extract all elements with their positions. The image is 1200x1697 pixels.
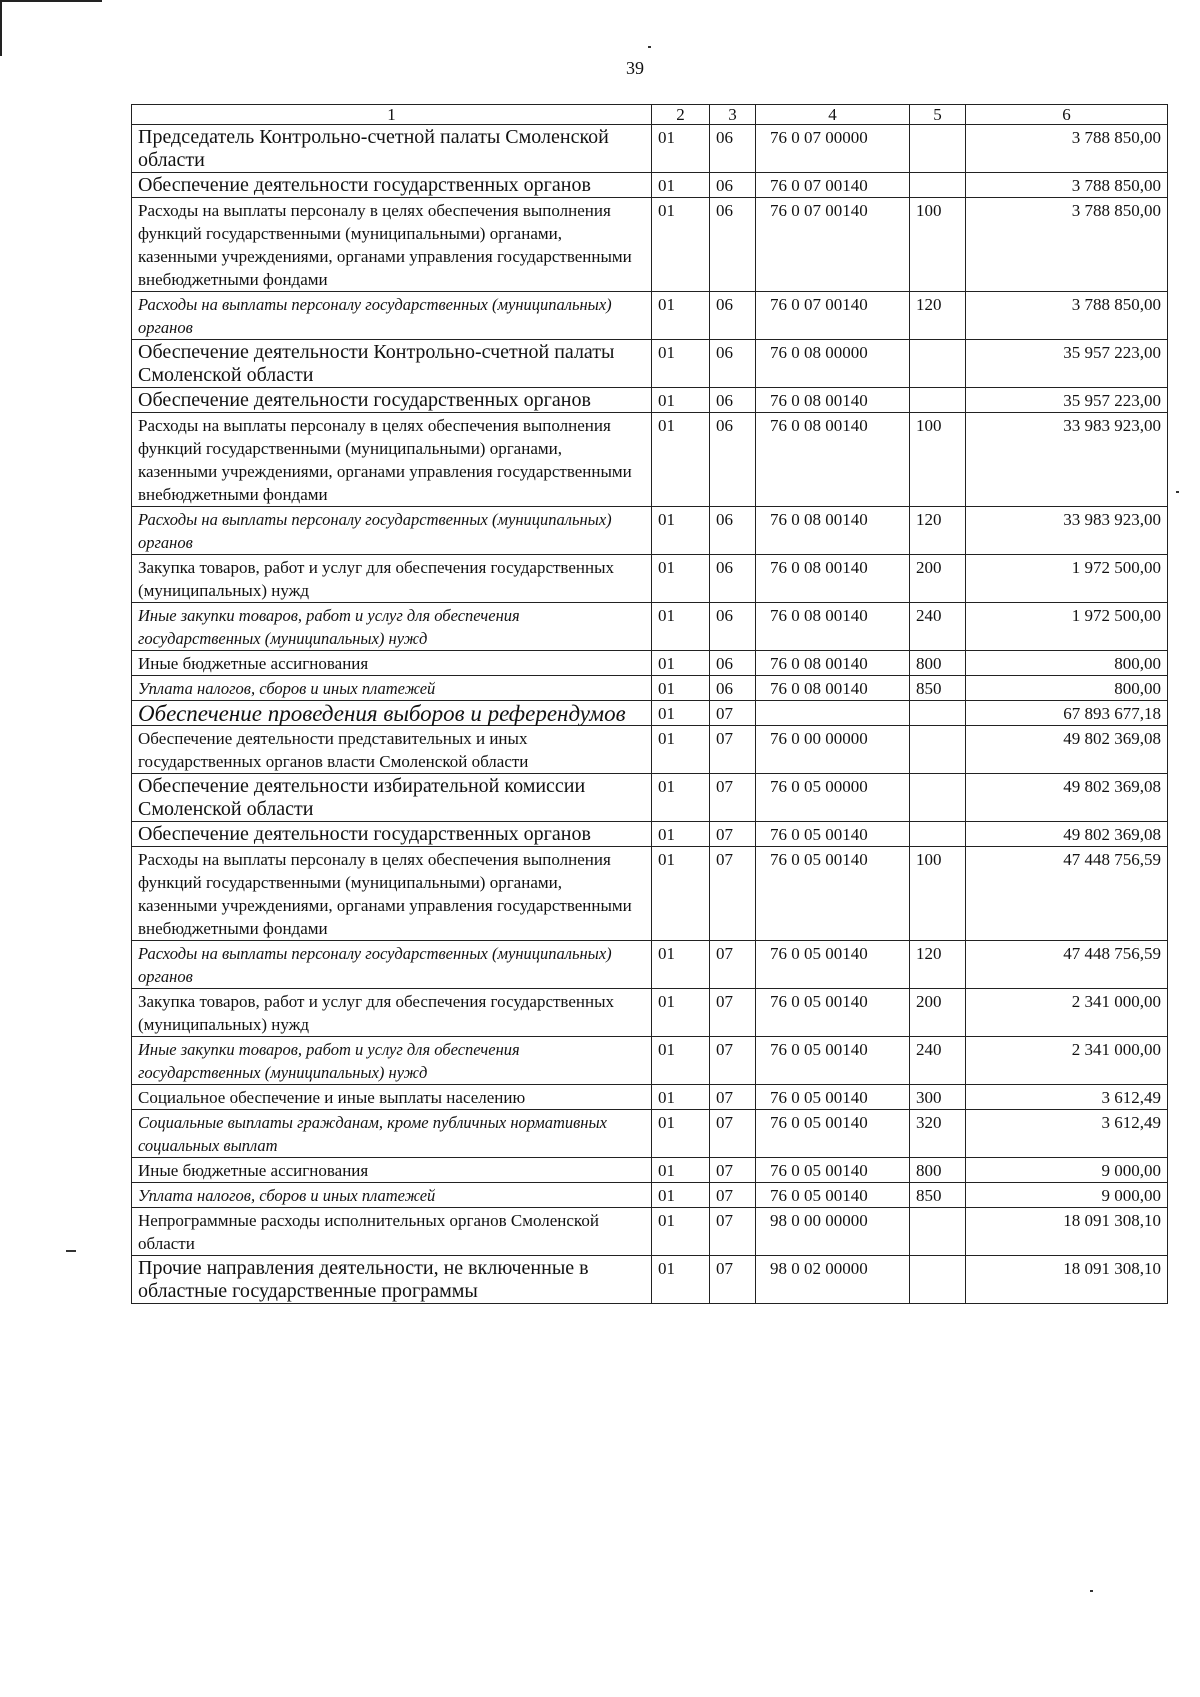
cell-expense-type (910, 1256, 966, 1304)
cell-subsection: 07 (710, 1183, 756, 1208)
column-header-4: 4 (756, 105, 910, 125)
cell-target-article: 76 0 07 00140 (756, 173, 910, 198)
table-row (132, 340, 1168, 388)
scan-speck (1176, 491, 1179, 493)
table-row (132, 989, 1168, 1037)
cell-subsection: 07 (710, 847, 756, 941)
column-header-5: 5 (910, 105, 966, 125)
cell-name: Обеспечение деятельности государственных органов (132, 822, 652, 847)
budget-table-body (132, 125, 1168, 1304)
cell-expense-type (910, 173, 966, 198)
cell-name: Прочие направления деятельности, не включенные в областные государственные программы (132, 1256, 652, 1304)
cell-target-article: 76 0 05 00140 (756, 989, 910, 1037)
table-row (132, 847, 1168, 941)
scan-speck (66, 1250, 76, 1252)
cell-name: Председатель Контрольно-счетной палаты Смоленской области (132, 125, 652, 173)
cell-section: 01 (652, 701, 710, 726)
cell-section: 01 (652, 603, 710, 651)
cell-amount: 49 802 369,08 (966, 822, 1168, 847)
cell-subsection: 07 (710, 1037, 756, 1085)
table-row (132, 1256, 1168, 1304)
cell-target-article: 76 0 00 00000 (756, 726, 910, 774)
cell-expense-type: 240 (910, 603, 966, 651)
cell-target-article: 76 0 05 00140 (756, 1110, 910, 1158)
table-row (132, 941, 1168, 989)
cell-expense-type (910, 1208, 966, 1256)
cell-target-article: 76 0 07 00000 (756, 125, 910, 173)
cell-target-article: 76 0 08 00140 (756, 676, 910, 701)
cell-name: Обеспечение деятельности государственных органов (132, 388, 652, 413)
cell-target-article: 98 0 00 00000 (756, 1208, 910, 1256)
cell-amount: 18 091 308,10 (966, 1208, 1168, 1256)
cell-amount: 3 788 850,00 (966, 173, 1168, 198)
cell-section: 01 (652, 292, 710, 340)
cell-section: 01 (652, 989, 710, 1037)
cell-expense-type (910, 125, 966, 173)
cell-section: 01 (652, 340, 710, 388)
cell-section: 01 (652, 1158, 710, 1183)
page-number: 39 (626, 58, 644, 78)
cell-section: 01 (652, 555, 710, 603)
cell-subsection: 06 (710, 507, 756, 555)
cell-expense-type (910, 822, 966, 847)
table-row (132, 822, 1168, 847)
scan-speck (648, 46, 651, 48)
cell-name: Обеспечение деятельности Контрольно-счетной палаты Смоленской области (132, 340, 652, 388)
cell-name: Иные бюджетные ассигнования (132, 1158, 652, 1183)
cell-target-article: 76 0 08 00140 (756, 651, 910, 676)
cell-section: 01 (652, 1183, 710, 1208)
cell-subsection: 06 (710, 651, 756, 676)
table-row (132, 676, 1168, 701)
cell-amount: 800,00 (966, 651, 1168, 676)
cell-amount: 2 341 000,00 (966, 989, 1168, 1037)
cell-section: 01 (652, 173, 710, 198)
table-row (132, 1110, 1168, 1158)
cell-subsection: 06 (710, 388, 756, 413)
cell-name: Социальное обеспечение и иные выплаты населению (132, 1085, 652, 1110)
cell-expense-type: 850 (910, 1183, 966, 1208)
cell-subsection: 06 (710, 555, 756, 603)
cell-amount: 2 341 000,00 (966, 1037, 1168, 1085)
cell-expense-type: 100 (910, 413, 966, 507)
cell-amount: 3 612,49 (966, 1085, 1168, 1110)
cell-subsection: 07 (710, 1208, 756, 1256)
cell-section: 01 (652, 125, 710, 173)
cell-target-article: 76 0 08 00140 (756, 555, 910, 603)
cell-section: 01 (652, 774, 710, 822)
cell-target-article: 76 0 05 00140 (756, 822, 910, 847)
cell-expense-type (910, 340, 966, 388)
cell-name: Иные закупки товаров, работ и услуг для обеспечения государственных (муниципальных) нужд (132, 1037, 652, 1085)
table-row (132, 1085, 1168, 1110)
cell-name: Расходы на выплаты персоналу государственных (муниципальных) органов (132, 292, 652, 340)
table-row (132, 1183, 1168, 1208)
table-row (132, 1208, 1168, 1256)
cell-name: Расходы на выплаты персоналу в целях обеспечения выполнения функций государственными (муниципальными) органами, казенными учреждениями, органами управления государственными внебюджетными фондами (132, 847, 652, 941)
cell-name: Расходы на выплаты персоналу государственных (муниципальных) органов (132, 941, 652, 989)
table-row (132, 198, 1168, 292)
column-header-1: 1 (132, 105, 652, 125)
cell-expense-type: 800 (910, 1158, 966, 1183)
cell-name: Расходы на выплаты персоналу государственных (муниципальных) органов (132, 507, 652, 555)
cell-amount: 800,00 (966, 676, 1168, 701)
cell-subsection: 07 (710, 774, 756, 822)
cell-expense-type (910, 388, 966, 413)
cell-amount: 3 612,49 (966, 1110, 1168, 1158)
cell-target-article: 76 0 05 00140 (756, 1158, 910, 1183)
scan-corner-line (0, 0, 102, 2)
cell-name: Закупка товаров, работ и услуг для обеспечения государственных (муниципальных) нужд (132, 989, 652, 1037)
table-row (132, 651, 1168, 676)
column-header-6: 6 (966, 105, 1168, 125)
cell-amount: 33 983 923,00 (966, 413, 1168, 507)
cell-section: 01 (652, 1208, 710, 1256)
cell-section: 01 (652, 413, 710, 507)
cell-expense-type: 240 (910, 1037, 966, 1085)
cell-subsection: 07 (710, 1256, 756, 1304)
cell-name: Иные бюджетные ассигнования (132, 651, 652, 676)
cell-amount: 9 000,00 (966, 1158, 1168, 1183)
cell-expense-type: 100 (910, 847, 966, 941)
table-row (132, 1158, 1168, 1183)
cell-expense-type: 120 (910, 507, 966, 555)
table-row (132, 125, 1168, 173)
cell-amount: 3 788 850,00 (966, 292, 1168, 340)
cell-target-article: 76 0 08 00000 (756, 340, 910, 388)
cell-section: 01 (652, 1037, 710, 1085)
cell-amount: 47 448 756,59 (966, 847, 1168, 941)
cell-subsection: 06 (710, 603, 756, 651)
cell-expense-type: 200 (910, 989, 966, 1037)
cell-section: 01 (652, 507, 710, 555)
cell-subsection: 07 (710, 1110, 756, 1158)
table-row (132, 413, 1168, 507)
cell-expense-type: 300 (910, 1085, 966, 1110)
column-number-row (132, 105, 1168, 125)
cell-name: Непрограммные расходы исполнительных органов Смоленской области (132, 1208, 652, 1256)
scan-left-edge (0, 0, 2, 56)
cell-section: 01 (652, 941, 710, 989)
cell-expense-type: 800 (910, 651, 966, 676)
cell-section: 01 (652, 1110, 710, 1158)
cell-subsection: 06 (710, 125, 756, 173)
cell-subsection: 07 (710, 701, 756, 726)
cell-target-article: 76 0 08 00140 (756, 413, 910, 507)
column-header-2: 2 (652, 105, 710, 125)
cell-subsection: 06 (710, 292, 756, 340)
cell-amount: 35 957 223,00 (966, 340, 1168, 388)
column-header-3: 3 (710, 105, 756, 125)
cell-target-article: 76 0 05 00140 (756, 941, 910, 989)
cell-subsection: 07 (710, 1085, 756, 1110)
cell-target-article: 76 0 07 00140 (756, 198, 910, 292)
cell-amount: 3 788 850,00 (966, 125, 1168, 173)
cell-expense-type: 100 (910, 198, 966, 292)
cell-expense-type: 850 (910, 676, 966, 701)
cell-expense-type (910, 726, 966, 774)
cell-amount: 1 972 500,00 (966, 555, 1168, 603)
cell-section: 01 (652, 1085, 710, 1110)
cell-subsection: 07 (710, 726, 756, 774)
cell-name: Расходы на выплаты персоналу в целях обеспечения выполнения функций государственными (муниципальными) органами, казенными учреждениями, органами управления государственными внебюджетными фондами (132, 413, 652, 507)
cell-target-article: 76 0 05 00140 (756, 1183, 910, 1208)
cell-amount: 67 893 677,18 (966, 701, 1168, 726)
cell-subsection: 07 (710, 989, 756, 1037)
cell-target-article: 98 0 02 00000 (756, 1256, 910, 1304)
cell-subsection: 06 (710, 198, 756, 292)
budget-table (131, 104, 1168, 1304)
cell-name: Социальные выплаты гражданам, кроме публичных нормативных социальных выплат (132, 1110, 652, 1158)
cell-subsection: 06 (710, 413, 756, 507)
cell-subsection: 07 (710, 941, 756, 989)
cell-target-article: 76 0 08 00140 (756, 507, 910, 555)
cell-amount: 35 957 223,00 (966, 388, 1168, 413)
cell-target-article: 76 0 05 00140 (756, 1085, 910, 1110)
table-row (132, 555, 1168, 603)
scan-speck (1090, 1590, 1093, 1592)
cell-amount: 33 983 923,00 (966, 507, 1168, 555)
cell-expense-type: 120 (910, 941, 966, 989)
cell-name: Расходы на выплаты персоналу в целях обеспечения выполнения функций государственными (муниципальными) органами, казенными учреждениями, органами управления государственными внебюджетными фондами (132, 198, 652, 292)
cell-section: 01 (652, 388, 710, 413)
table-row (132, 603, 1168, 651)
cell-name: Обеспечение деятельности государственных органов (132, 173, 652, 198)
cell-amount: 47 448 756,59 (966, 941, 1168, 989)
cell-section: 01 (652, 676, 710, 701)
table-row (132, 726, 1168, 774)
cell-section: 01 (652, 198, 710, 292)
cell-target-article: 76 0 07 00140 (756, 292, 910, 340)
cell-expense-type (910, 701, 966, 726)
cell-section: 01 (652, 847, 710, 941)
cell-amount: 18 091 308,10 (966, 1256, 1168, 1304)
cell-name: Обеспечение проведения выборов и референдумов (132, 701, 652, 726)
cell-amount: 49 802 369,08 (966, 774, 1168, 822)
cell-target-article: 76 0 08 00140 (756, 603, 910, 651)
cell-expense-type (910, 774, 966, 822)
cell-name: Закупка товаров, работ и услуг для обеспечения государственных (муниципальных) нужд (132, 555, 652, 603)
cell-target-article: 76 0 05 00140 (756, 847, 910, 941)
cell-subsection: 07 (710, 822, 756, 847)
cell-target-article (756, 701, 910, 726)
cell-name: Обеспечение деятельности избирательной комиссии Смоленской области (132, 774, 652, 822)
cell-name: Уплата налогов, сборов и иных платежей (132, 676, 652, 701)
cell-expense-type: 200 (910, 555, 966, 603)
cell-target-article: 76 0 08 00140 (756, 388, 910, 413)
cell-subsection: 06 (710, 173, 756, 198)
table-row (132, 292, 1168, 340)
cell-section: 01 (652, 822, 710, 847)
cell-expense-type: 320 (910, 1110, 966, 1158)
cell-name: Обеспечение деятельности представительных и иных государственных органов власти Смоленской области (132, 726, 652, 774)
cell-section: 01 (652, 726, 710, 774)
cell-subsection: 06 (710, 340, 756, 388)
cell-amount: 3 788 850,00 (966, 198, 1168, 292)
cell-subsection: 07 (710, 1158, 756, 1183)
table-row (132, 1037, 1168, 1085)
cell-name: Уплата налогов, сборов и иных платежей (132, 1183, 652, 1208)
cell-target-article: 76 0 05 00000 (756, 774, 910, 822)
cell-subsection: 06 (710, 676, 756, 701)
table-row (132, 388, 1168, 413)
table-row (132, 774, 1168, 822)
table-row (132, 173, 1168, 198)
table-row (132, 507, 1168, 555)
cell-amount: 49 802 369,08 (966, 726, 1168, 774)
table-row (132, 701, 1168, 726)
cell-section: 01 (652, 1256, 710, 1304)
cell-amount: 1 972 500,00 (966, 603, 1168, 651)
cell-name: Иные закупки товаров, работ и услуг для обеспечения государственных (муниципальных) нужд (132, 603, 652, 651)
cell-expense-type: 120 (910, 292, 966, 340)
cell-section: 01 (652, 651, 710, 676)
cell-amount: 9 000,00 (966, 1183, 1168, 1208)
cell-target-article: 76 0 05 00140 (756, 1037, 910, 1085)
